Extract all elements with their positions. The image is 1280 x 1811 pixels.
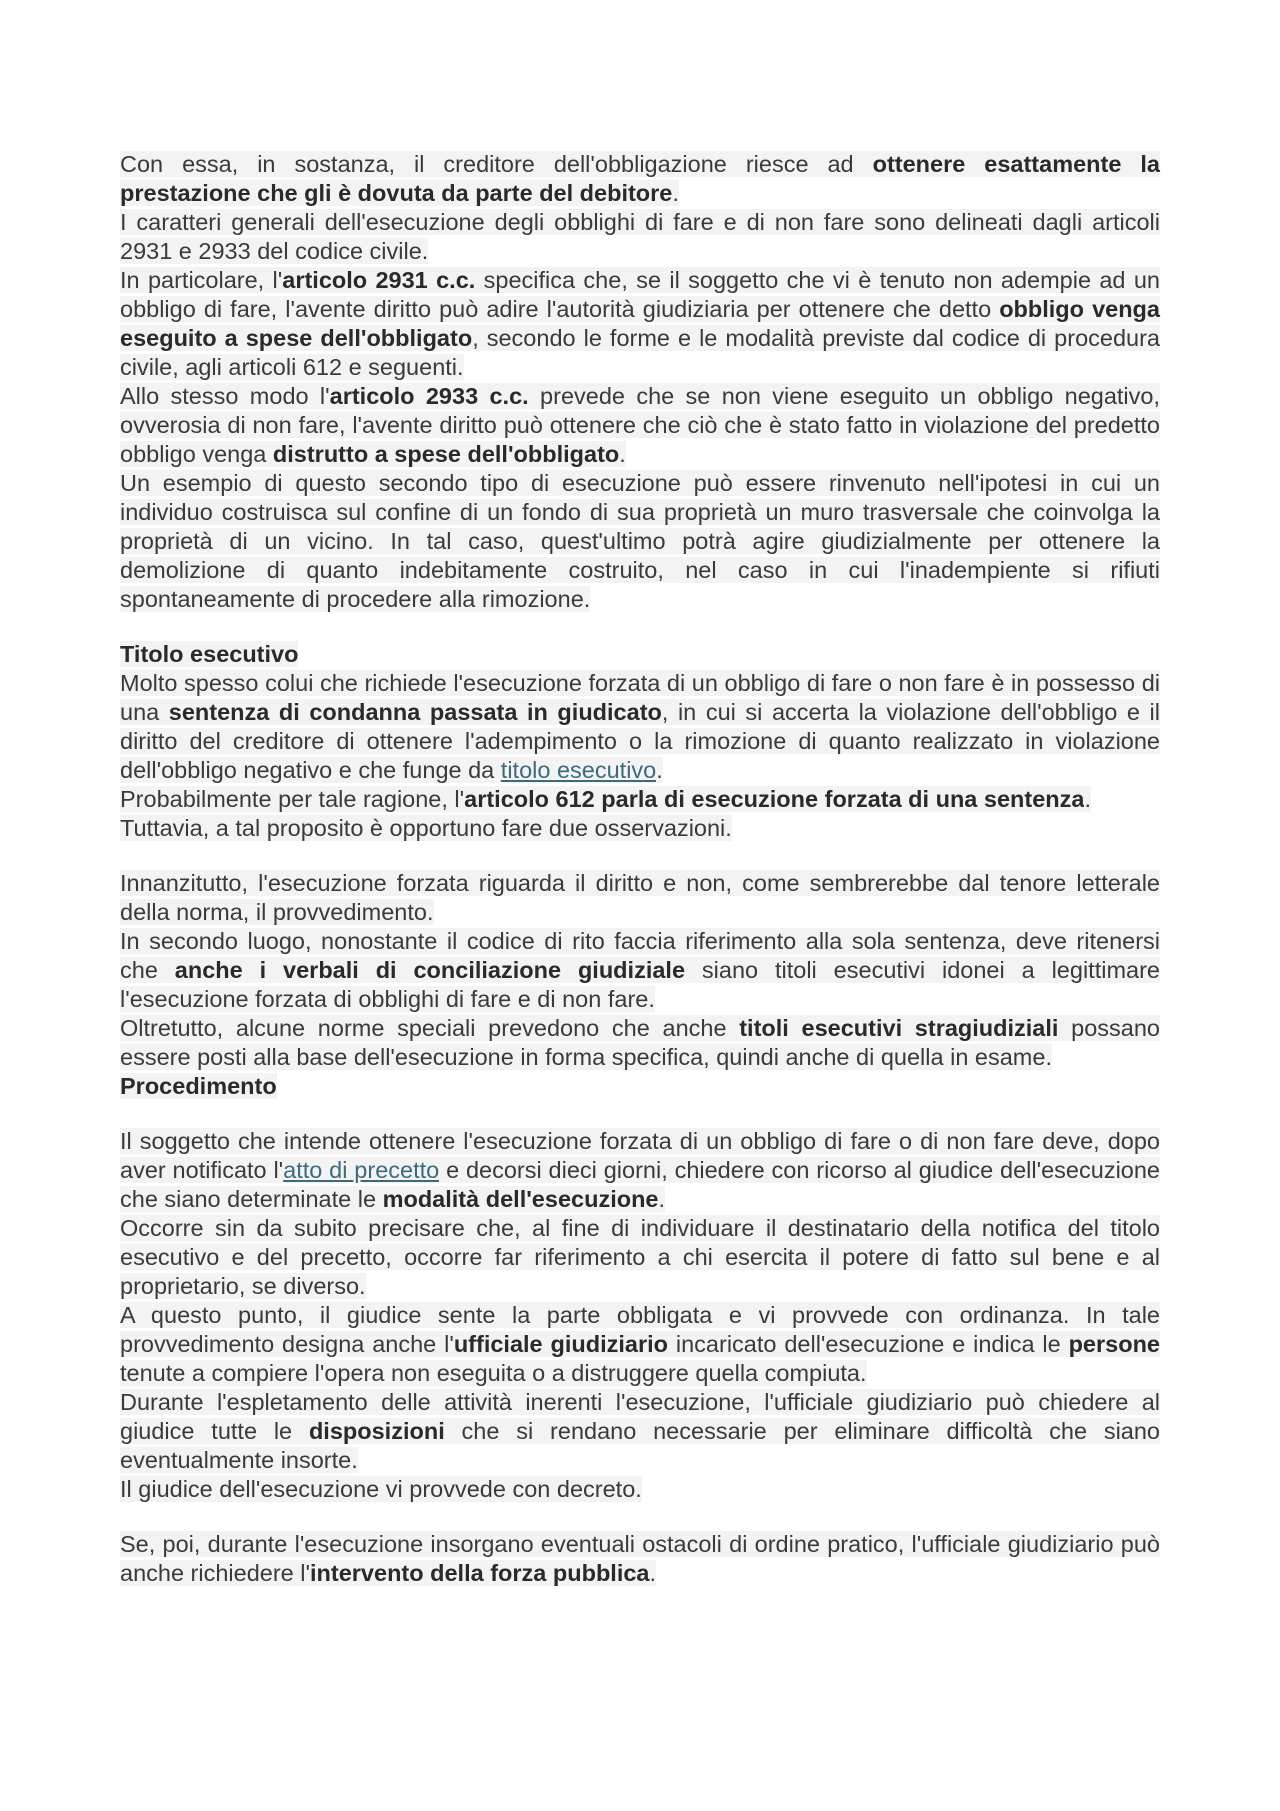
paragraph-5: Un esempio di questo secondo tipo di esecuzione può essere rinvenuto nell'ipotesi in cui un individuo costruisca sul confine di un fondo di sua proprietà un muro trasversale che coinvolga la proprietà di un vicino. In tal caso, quest'ultimo potrà agire giudizialmente per ottenere la demolizione di quanto indebitamente costruito, nel caso in cui l'inadempiente si rifiuti spontaneamente di procedere alla rimozione. bbox=[120, 470, 1160, 612]
paragraph-12: Il soggetto che intende ottenere l'esecuzione forzata di un obbligo di fare o di non fare deve, dopo aver notificato l'atto di precetto e decorsi dieci giorni, chiedere con ricorso al giudice dell'esecuzione che siano determinate le modalità dell'esecuzione. bbox=[120, 1128, 1160, 1212]
paragraph-2: I caratteri generali dell'esecuzione degli obblighi di fare e di non fare sono delineati dagli articoli 2931 e 2933 del codice civile. bbox=[120, 209, 1160, 264]
paragraph-8: Tuttavia, a tal proposito è opportuno fare due osservazioni. bbox=[120, 815, 732, 841]
document-page bbox=[120, 150, 1160, 1588]
spacer bbox=[120, 1101, 1160, 1127]
paragraph-1: Con essa, in sostanza, il creditore dell'obbligazione riesce ad ottenere esattamente la prestazione che gli è dovuta da parte del debitore. bbox=[120, 151, 1160, 206]
paragraph-9: Innanzitutto, l'esecuzione forzata riguarda il diritto e non, come sembrerebbe dal tenore letterale della norma, il provvedimento. bbox=[120, 870, 1160, 925]
paragraph-16: Il giudice dell'esecuzione vi provvede con decreto. bbox=[120, 1476, 642, 1502]
paragraph-11: Oltretutto, alcune norme speciali prevedono che anche titoli esecutivi stragiudiziali possano essere posti alla base dell'esecuzione in forma specifica, quindi anche di quella in esame. bbox=[120, 1015, 1160, 1070]
paragraph-4: Allo stesso modo l'articolo 2933 c.c. prevede che se non viene eseguito un obbligo negativo, ovverosia di non fare, l'avente diritto può ottenere che ciò che è stato fatto in violazione del predetto obbligo venga distrutto a spese dell'obbligato. bbox=[120, 383, 1161, 467]
paragraph-15: Durante l'espletamento delle attività inerenti l'esecuzione, l'ufficiale giudiziario può chiedere al giudice tutte le disposizioni che si rendano necessarie per eliminare difficoltà che siano eventualmente insorte. bbox=[120, 1389, 1161, 1473]
paragraph-10: In secondo luogo, nonostante il codice di rito faccia riferimento alla sola sentenza, deve ritenersi che anche i verbali di conciliazione giudiziale siano titoli esecutivi idonei a legittimare l'esecuzione forzata di obblighi di fare e di non fare. bbox=[120, 928, 1160, 1012]
paragraph-7: Probabilmente per tale ragione, l'articolo 612 parla di esecuzione forzata di una sentenza. bbox=[120, 786, 1092, 812]
paragraph-17: Se, poi, durante l'esecuzione insorgano eventuali ostacoli di ordine pratico, l'ufficiale giudiziario può anche richiedere l'intervento della forza pubblica. bbox=[120, 1531, 1160, 1586]
section-heading-procedimento: Procedimento bbox=[120, 1073, 277, 1099]
spacer bbox=[120, 843, 1160, 869]
spacer bbox=[120, 1504, 1160, 1530]
section-heading-titolo-esecutivo: Titolo esecutivo bbox=[120, 641, 299, 667]
spacer bbox=[120, 614, 1160, 640]
paragraph-3: In particolare, l'articolo 2931 c.c. specifica che, se il soggetto che vi è tenuto non adempie ad un obbligo di fare, l'avente diritto può adire l'autorità giudiziaria per ottenere che detto obbligo venga eseguito a spese dell'obbligato, secondo le forme e le modalità previste dal codice di procedura civile, agli articoli 612 e seguenti. bbox=[120, 267, 1160, 380]
paragraph-14: A questo punto, il giudice sente la parte obbligata e vi provvede con ordinanza. In tale provvedimento designa anche l'ufficiale giudiziario incaricato dell'esecuzione e indica le persone tenute a compiere l'opera non eseguita o a distruggere quella compiuta. bbox=[120, 1302, 1160, 1386]
paragraph-6: Molto spesso colui che richiede l'esecuzione forzata di un obbligo di fare o non fare è in possesso di una sentenza di condanna passata in giudicato, in cui si accerta la violazione dell'obbligo e il diritto del creditore di ottenere l'adempimento o la rimozione di quanto realizzato in violazione dell'obbligo negativo e che funge da titolo esecutivo. bbox=[120, 670, 1160, 783]
link-atto-di-precetto[interactable]: atto di precetto bbox=[283, 1157, 440, 1183]
link-titolo-esecutivo[interactable]: titolo esecutivo bbox=[500, 757, 657, 783]
paragraph-13: Occorre sin da subito precisare che, al fine di individuare il destinatario della notifica del titolo esecutivo e del precetto, occorre far riferimento a chi esercita il potere di fatto sul bene e al proprietario, se diverso. bbox=[120, 1215, 1160, 1299]
